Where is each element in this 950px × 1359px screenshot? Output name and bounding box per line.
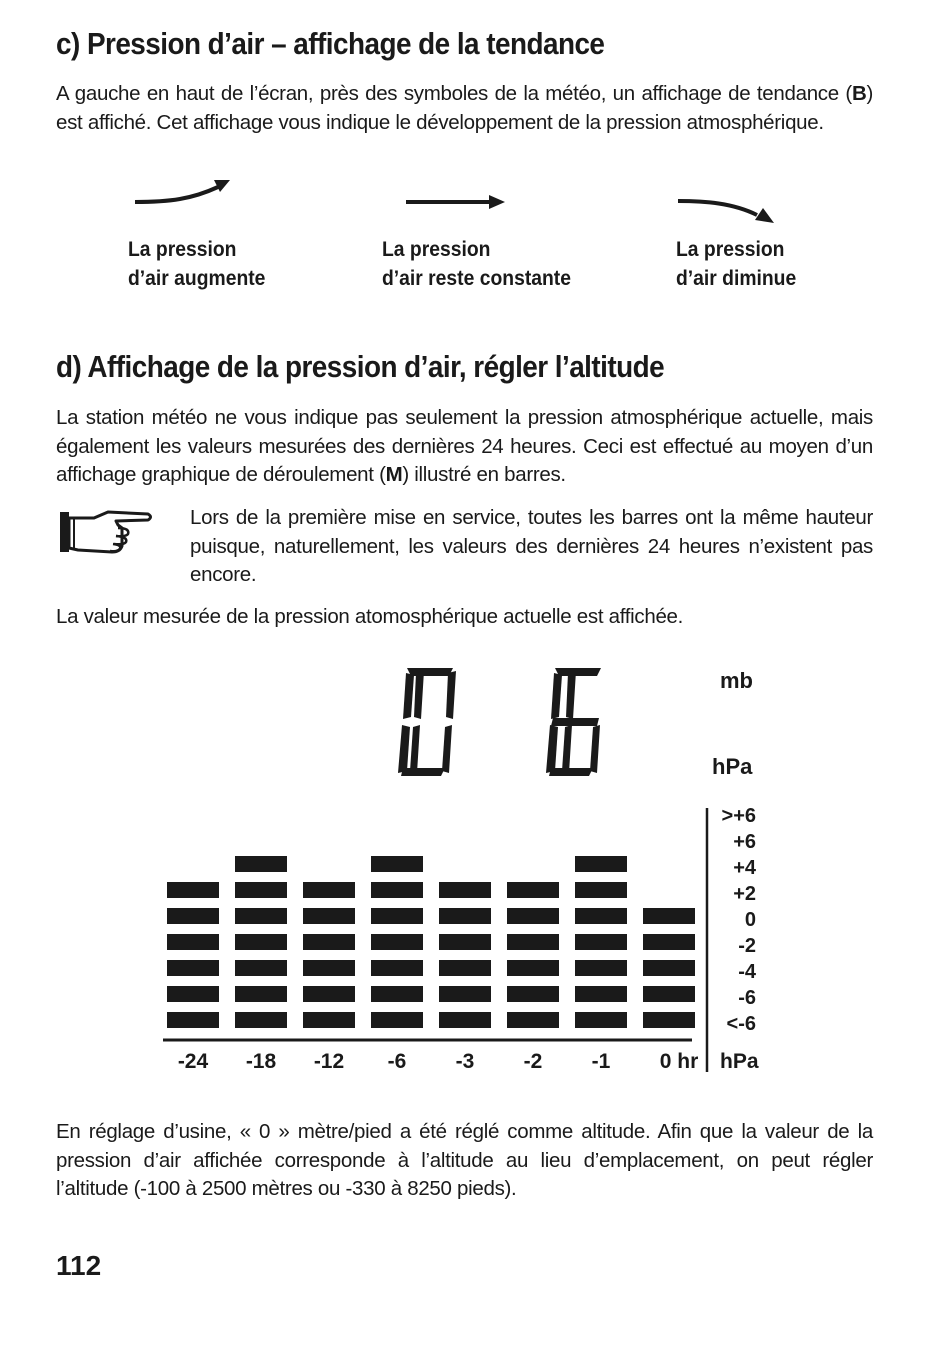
bar-segment	[643, 960, 695, 976]
bar-segment	[507, 986, 559, 1002]
x-tick-label: -12	[313, 1050, 345, 1073]
bar-segment	[371, 856, 423, 872]
bar-segment	[575, 1012, 627, 1028]
bar-segment	[371, 986, 423, 1002]
bar-column--1	[575, 856, 627, 1028]
page-number: 112	[56, 1250, 102, 1281]
lcd-segment	[566, 671, 576, 719]
arrow-up-right-icon	[130, 175, 240, 215]
bar-segment	[439, 1012, 491, 1028]
bar-segment	[235, 856, 287, 872]
bar-segment	[371, 960, 423, 976]
bar-segment	[235, 960, 287, 976]
bar-segment	[575, 934, 627, 950]
bar-segment	[235, 1012, 287, 1028]
bar-segment	[303, 1012, 355, 1028]
bar-column--3	[439, 882, 491, 1028]
bar-segment	[507, 908, 559, 924]
x-tick-label: -2	[523, 1050, 543, 1073]
bar-column--2	[507, 882, 559, 1028]
bar-column--12	[303, 882, 355, 1028]
x-tick-label: -3	[455, 1050, 475, 1073]
bar-segment	[575, 960, 627, 976]
bar-segment	[167, 882, 219, 898]
y-tick-label: -6	[738, 987, 756, 1009]
bar-segment	[439, 960, 491, 976]
lcd-segment	[590, 725, 600, 773]
section-d-title: d) Affichage de la pression d’air, régler l’altitude	[56, 349, 665, 384]
bar-segment	[643, 908, 695, 924]
unit-mb-label: mb	[720, 668, 753, 693]
x-tick-labels	[178, 1050, 698, 1073]
bar-segment	[371, 882, 423, 898]
section-c-title: c) Pression d’air – affichage de la tendance	[56, 26, 605, 61]
bar-segment	[507, 882, 559, 898]
x-tick-label: -6	[387, 1050, 407, 1073]
bar-segment	[643, 986, 695, 1002]
lcd-segment	[446, 671, 456, 719]
bar-segment	[303, 986, 355, 1002]
bar-segment	[303, 934, 355, 950]
section-d-para1	[56, 404, 873, 490]
bar-segment	[303, 882, 355, 898]
bar-segment	[235, 908, 287, 924]
bar-segment	[575, 908, 627, 924]
bar-segment	[167, 934, 219, 950]
x-axis-unit-label: hPa	[720, 1050, 759, 1073]
x-tick-label: -1	[591, 1050, 611, 1073]
lcd-segment	[442, 725, 452, 773]
section-d-para3: En réglage d’usine, « 0 » mètre/pied a été réglé comme altitude. Afin que la valeur de la pression d’air affichée corresponde à l’altitude au lieu d’emplacement, on peut régler l’altitude (-100 à 2500 mètres ou -330 à 8250 pieds).	[56, 1120, 873, 1200]
intro-bold-b: B	[851, 82, 867, 105]
y-tick-label: -4	[738, 961, 756, 983]
bar-segment	[439, 986, 491, 1002]
y-tick-label: +2	[733, 883, 756, 905]
bar-segment	[371, 908, 423, 924]
bar-segment	[167, 986, 219, 1002]
bar-segment	[507, 960, 559, 976]
arrow-down-right-icon	[675, 195, 785, 231]
bar-segment	[167, 908, 219, 924]
lcd-segment	[410, 725, 420, 773]
bar-segment	[439, 934, 491, 950]
bar-segment	[643, 1012, 695, 1028]
section-d-para2: La valeur mesurée de la pression atomosphérique actuelle est affichée.	[56, 605, 684, 628]
unit-hpa-label: hPa	[712, 754, 753, 779]
x-tick-label: 0 hr	[659, 1050, 699, 1073]
lcd-segment	[546, 725, 558, 773]
y-tick-label: +4	[733, 857, 756, 879]
trend-label-falling: La pression d’air diminue	[676, 238, 797, 290]
lcd-segment	[407, 668, 453, 676]
y-tick-label: <-6	[726, 1013, 756, 1035]
trend-label-steady: La pression d’air reste constante	[382, 238, 571, 290]
lcd-segment	[398, 725, 410, 773]
para1-text-start: La station météo ne vous indique pas seulement la pression atmosphérique actuelle, mais également les valeurs mesurées des dernières 24 heures. Ceci est effectué au moyen d’un affichage graphique de déroulement (	[56, 406, 873, 486]
para1-bold-m: M	[385, 463, 403, 486]
bar-column-0hr	[643, 908, 695, 1028]
bar-segment	[507, 1012, 559, 1028]
bar-column--24	[167, 882, 219, 1028]
bar-segment	[235, 986, 287, 1002]
bar-segment	[235, 882, 287, 898]
bar-segment	[439, 882, 491, 898]
bar-segment	[235, 934, 287, 950]
lcd-digit	[398, 668, 456, 776]
lcd-segment	[549, 768, 593, 776]
bar-column--6	[371, 856, 423, 1028]
y-tick-label: >+6	[721, 805, 756, 827]
bar-segment	[371, 934, 423, 950]
pointing-hand-icon	[58, 506, 154, 556]
bar-segment	[507, 934, 559, 950]
y-tick-label: +6	[733, 831, 756, 853]
y-tick-label: 0	[744, 909, 756, 931]
bar-segment	[575, 882, 627, 898]
y-tick-labels	[722, 805, 757, 1035]
bar-segment	[303, 960, 355, 976]
lcd-segment	[551, 718, 599, 726]
lcd-segment	[403, 673, 414, 719]
lcd-segment	[551, 673, 562, 719]
x-tick-label: -24	[177, 1050, 209, 1073]
history-bar-graph	[167, 856, 695, 1028]
y-tick-label: -2	[738, 935, 756, 957]
bar-segment	[575, 856, 627, 872]
section-c-intro	[56, 80, 873, 137]
bar-segment	[643, 934, 695, 950]
pressure-digits	[398, 668, 601, 776]
bar-segment	[371, 1012, 423, 1028]
pressure-display	[0, 650, 950, 1090]
bar-segment	[303, 908, 355, 924]
arrow-right-icon	[403, 190, 513, 214]
bar-segment	[439, 908, 491, 924]
intro-text-end: ) est affiché. Cet affichage vous indique le développement de la pression atmosphérique.	[56, 82, 873, 134]
lcd-segment	[414, 671, 424, 719]
lcd-segment	[562, 725, 572, 773]
para1-text-end: ) illustré en barres.	[402, 463, 566, 486]
lcd-segment	[401, 768, 445, 776]
bar-segment	[167, 960, 219, 976]
bar-segment	[167, 1012, 219, 1028]
x-tick-label: -18	[245, 1050, 277, 1073]
intro-text-start: A gauche en haut de l’écran, près des symboles de la météo, un affichage de tendance (	[56, 82, 852, 105]
bar-segment	[575, 986, 627, 1002]
first-use-note: Lors de la première mise en service, toutes les barres ont la même hauteur puisque, naturellement, les valeurs des dernières 24 heures n’existent pas encore.	[190, 506, 873, 586]
trend-label-rising: La pression d’air augmente	[128, 238, 266, 290]
bar-column--18	[235, 856, 287, 1028]
lcd-segment	[555, 668, 601, 676]
